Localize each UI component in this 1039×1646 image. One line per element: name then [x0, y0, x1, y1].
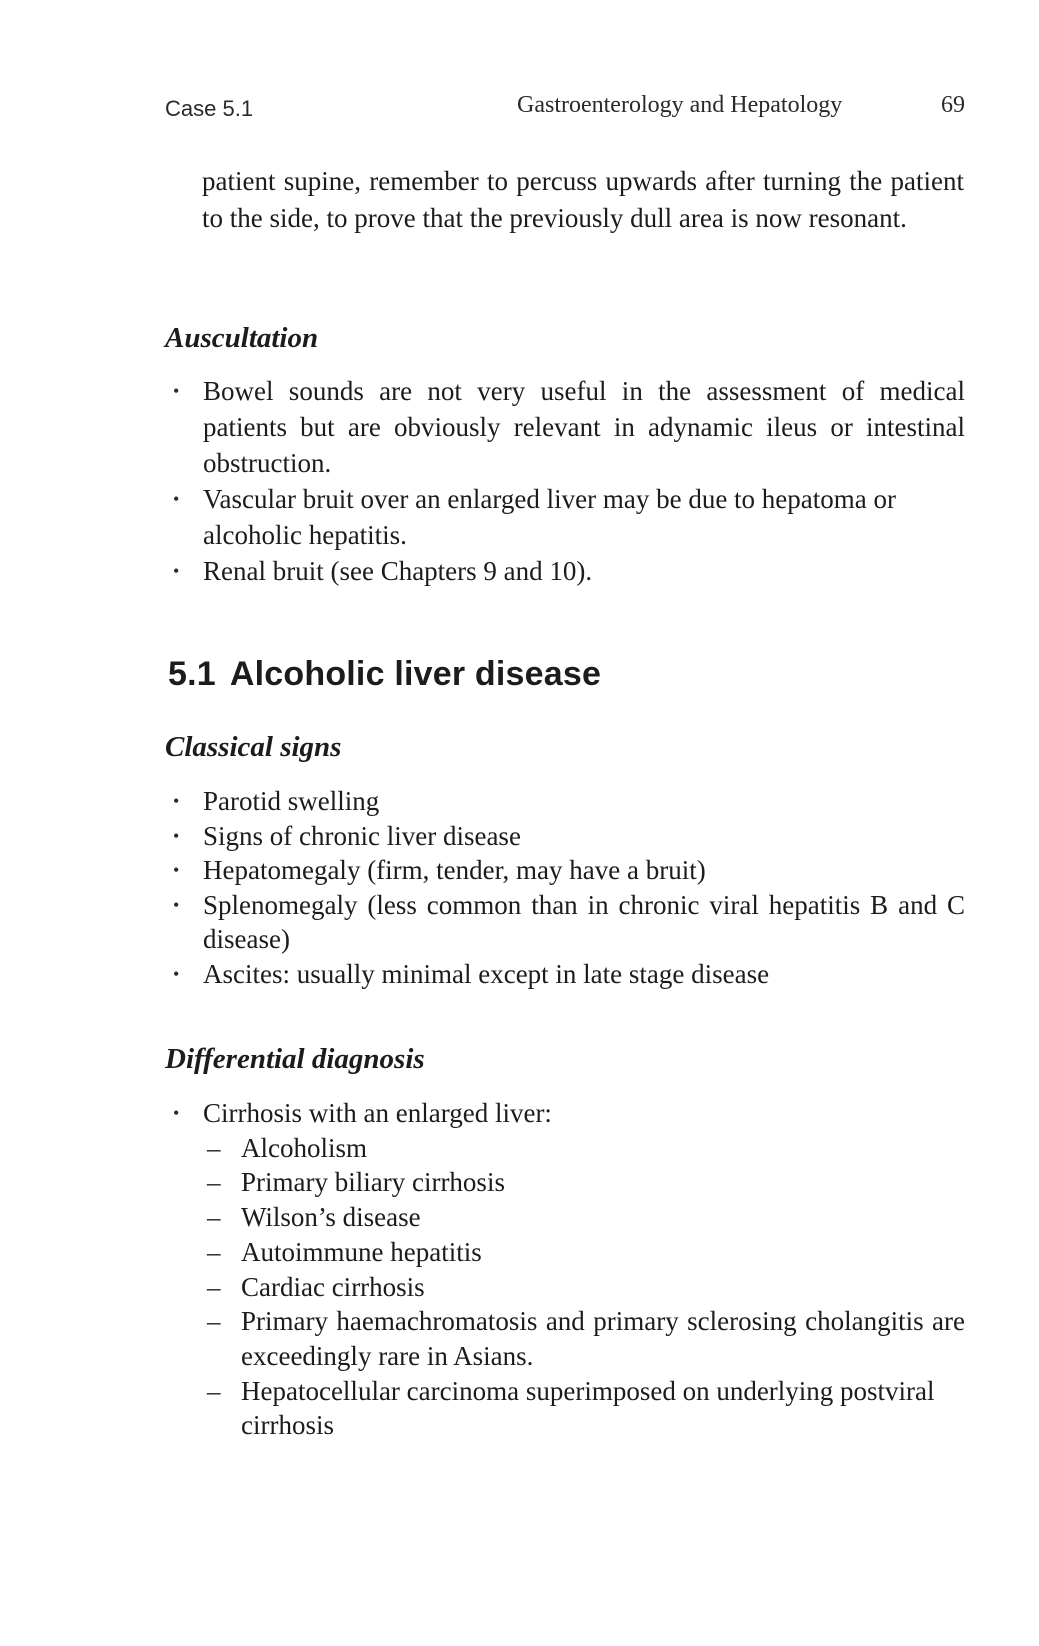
list-item-text: Renal bruit (see Chapters 9 and 10). [203, 556, 593, 586]
list-item [165, 373, 965, 481]
list-item-text: Hepatomegaly (firm, tender, may have a bruit) [203, 855, 706, 885]
sub-list-item [203, 1200, 965, 1235]
sub-list-item [203, 1235, 965, 1270]
differential-diagnosis-heading: Differential diagnosis [165, 1043, 425, 1075]
list-item [165, 888, 965, 957]
auscultation-heading: Auscultation [165, 322, 319, 354]
running-head-title: Gastroenterology and Hepatology [517, 92, 843, 118]
section-title [168, 655, 601, 694]
dash-icon: – [207, 1236, 221, 1267]
classical-signs-heading: Classical signs [165, 731, 342, 763]
list-item [165, 784, 965, 819]
running-head [165, 92, 965, 122]
sub-list-item-text: Primary haemachromatosis and primary sclerosing cholangitis are exceedingly rare in Asians. [241, 1306, 965, 1371]
list-item [165, 957, 965, 992]
cirrhosis-causes-list [203, 1131, 965, 1443]
sub-list-item [203, 1304, 965, 1373]
section-title-text: Alcoholic liver disease [229, 655, 602, 693]
bullet-icon: • [173, 561, 180, 581]
classical-signs-list [165, 784, 965, 991]
differential-diagnosis-list [165, 1096, 965, 1443]
list-item [165, 1096, 965, 1443]
list-item-text: Parotid swelling [203, 786, 380, 816]
sub-list-item-text: Wilson’s disease [241, 1202, 421, 1233]
list-item-text: Signs of chronic liver disease [203, 820, 521, 851]
dash-icon: – [207, 1375, 221, 1406]
running-head-case: Case 5.1 [165, 96, 254, 121]
list-item-text: Cirrhosis with an enlarged liver: [203, 1098, 552, 1128]
list-item [165, 853, 965, 888]
bullet-icon: • [173, 825, 180, 846]
sub-list-item [203, 1270, 965, 1305]
page-number: 69 [941, 92, 965, 118]
intro-paragraph: patient supine, remember to percuss upwards after turning the patient to the side, to prove that the previously dull area is now resonant. [202, 166, 964, 233]
bullet-icon: • [173, 860, 180, 880]
sub-list-item [203, 1374, 965, 1443]
auscultation-list [165, 373, 965, 589]
sub-list-item-text: Autoimmune hepatitis [241, 1236, 482, 1267]
dash-icon: – [207, 1132, 221, 1163]
list-item-text: Vascular bruit over an enlarged liver may be due to hepatoma or alcoholic hepatitis. [203, 484, 896, 550]
bullet-icon: • [173, 489, 180, 509]
list-item [165, 819, 965, 854]
dash-icon: – [207, 1306, 221, 1337]
list-item [165, 481, 965, 553]
bullet-icon: • [173, 381, 180, 401]
bullet-icon: • [173, 1103, 180, 1123]
sub-list-item-text: Cardiac cirrhosis [241, 1271, 425, 1302]
sub-list-item [203, 1131, 965, 1166]
sub-list-item-text: Hepatocellular carcinoma superimposed on underlying postviral cirrhosis [241, 1375, 935, 1441]
sub-list-item-text: Alcoholism [241, 1132, 367, 1163]
sub-list-item-text: Primary biliary cirrhosis [241, 1167, 505, 1198]
list-item-text: Ascites: usually minimal except in late stage disease [203, 958, 770, 989]
dash-icon: – [207, 1271, 221, 1302]
bullet-icon: • [173, 963, 180, 984]
bullet-icon: • [173, 791, 180, 811]
list-item-text: Bowel sounds are not very useful in the assessment of medical patients but are obviously relevant in adynamic ileus or intestinal obstruction. [203, 376, 965, 478]
sub-list-item [203, 1165, 965, 1200]
dash-icon: – [207, 1167, 221, 1198]
section-number: 5.1 [168, 655, 216, 693]
bullet-icon: • [173, 894, 180, 915]
dash-icon: – [207, 1202, 221, 1233]
list-item-text: Splenomegaly (less common than in chronic viral hepatitis B and C disease) [203, 889, 965, 954]
list-item [165, 553, 965, 589]
